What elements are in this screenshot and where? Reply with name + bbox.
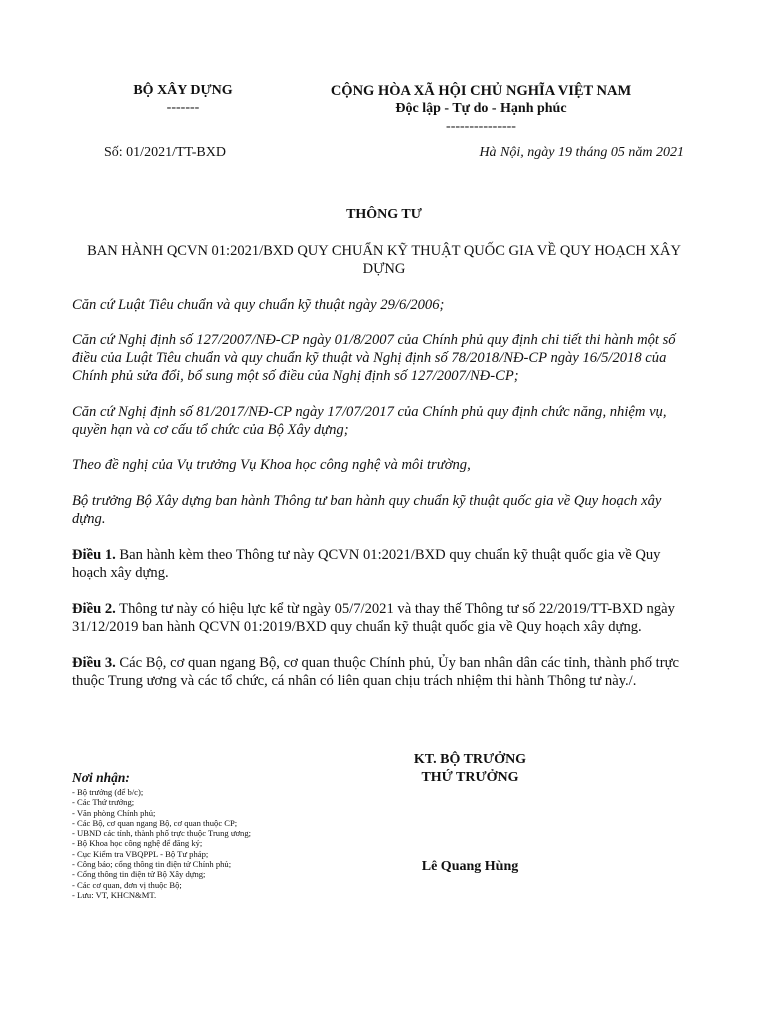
recipient-item: - Bộ Khoa học công nghệ để đăng ký; xyxy=(72,838,203,849)
signature-title-2: THỨ TRƯỞNG xyxy=(421,770,519,785)
recipient-item: - Các cơ quan, đơn vị thuộc Bộ; xyxy=(72,879,182,890)
recipient-item: - Bộ trưởng (để b/c); xyxy=(72,787,144,797)
signature-title-1: KT. BỘ TRƯỞNG xyxy=(413,752,527,767)
preamble-proposal: Theo đề nghị của Vụ trưởng Vụ Khoa học công nghệ và môi trường, xyxy=(72,457,471,473)
recipients-list xyxy=(72,787,332,900)
recipient-item: - Lưu: VT, KHCN&MT. xyxy=(72,889,157,900)
article-3 xyxy=(72,654,696,690)
recipients-heading: Nơi nhận: xyxy=(72,770,130,785)
document-number: Số: 01/2021/TT-BXD xyxy=(104,145,226,160)
article-1-text: Ban hành kèm theo Thông tư này QCVN 01:2021/BXD quy chuẩn kỹ thuật quốc gia về Quy hoạch xây dựng. xyxy=(72,547,661,581)
issuing-agency: BỘ XÂY DỰNG xyxy=(133,83,233,98)
recipient-item: - UBND các tỉnh, thành phố trực thuộc Trung ương; xyxy=(72,828,252,839)
article-3-text: Các Bộ, cơ quan ngang Bộ, cơ quan thuộc Chính phủ, Ủy ban nhân dân các tỉnh, thành phố trực thuộc Trung ương và các tổ chức, cá nhân có liên quan chịu trách nhiệm thi hành Thông tư này./. xyxy=(72,655,679,689)
preamble-decree-127: Căn cứ Nghị định số 127/2007/NĐ-CP ngày 01/8/2007 của Chính phủ quy định chi tiết thi hành một số điều của Luật Tiêu chuẩn và quy chuẩn kỹ thuật và Nghị định số 78/2018/NĐ-CP ngày 16/5/2018 của Chính phủ sửa đổi, bổ sung một số điều của Nghị định số 127/2007/NĐ-CP; xyxy=(72,332,676,384)
place-and-date: Hà Nội, ngày 19 tháng 05 năm 2021 xyxy=(479,145,684,160)
recipient-item: - Các Thứ trưởng; xyxy=(72,797,135,808)
document-type: THÔNG TƯ xyxy=(346,207,422,222)
recipient-item: - Văn phòng Chính phủ; xyxy=(72,807,156,818)
recipient-item: - Các Bộ, cơ quan ngang Bộ, cơ quan thuộc CP; xyxy=(72,817,238,828)
recipient-item: - Cổng thông tin điện tử Bộ Xây dựng; xyxy=(72,869,206,880)
article-2-label: Điều 2. xyxy=(72,601,116,617)
preamble-decree-81: Căn cứ Nghị định số 81/2017/NĐ-CP ngày 17/07/2017 của Chính phủ quy định chức năng, nhiệm vụ, quyền hạn và cơ cấu tổ chức của Bộ Xây dựng; xyxy=(72,404,667,438)
agency-rule: ------- xyxy=(166,100,200,115)
article-1 xyxy=(72,546,696,582)
recipient-item: - Cục Kiểm tra VBQPPL - Bộ Tư pháp; xyxy=(72,848,209,859)
article-3-label: Điều 3. xyxy=(72,655,116,671)
signer-name: Lê Quang Hùng xyxy=(421,859,519,874)
recipient-item: - Công báo; cổng thông tin điện tử Chính phủ; xyxy=(72,859,232,870)
national-motto: Độc lập - Tự do - Hạnh phúc xyxy=(395,101,567,116)
motto-rule: --------------- xyxy=(446,119,516,134)
nation-name: CỘNG HÒA XÃ HỘI CHỦ NGHĨA VIỆT NAM xyxy=(330,83,632,99)
document-subject: BAN HÀNH QCVN 01:2021/BXD QUY CHUẨN KỸ THUẬT QUỐC GIA VỀ QUY HOẠCH XÂY DỰNG xyxy=(87,243,681,277)
article-2-text: Thông tư này có hiệu lực kể từ ngày 05/7/2021 và thay thế Thông tư số 22/2019/TT-BXD ngày 31/12/2019 ban hành QCVN 01:2019/BXD quy chuẩn kỹ thuật quốc gia về Quy hoạch xây dựng. xyxy=(72,601,675,635)
preamble-minister: Bộ trưởng Bộ Xây dựng ban hành Thông tư ban hành quy chuẩn kỹ thuật quốc gia về Quy hoạch xây dựng. xyxy=(72,493,662,527)
article-1-label: Điều 1. xyxy=(72,547,116,563)
article-2 xyxy=(72,600,696,636)
preamble-law: Căn cứ Luật Tiêu chuẩn và quy chuẩn kỹ thuật ngày 29/6/2006; xyxy=(72,297,445,313)
